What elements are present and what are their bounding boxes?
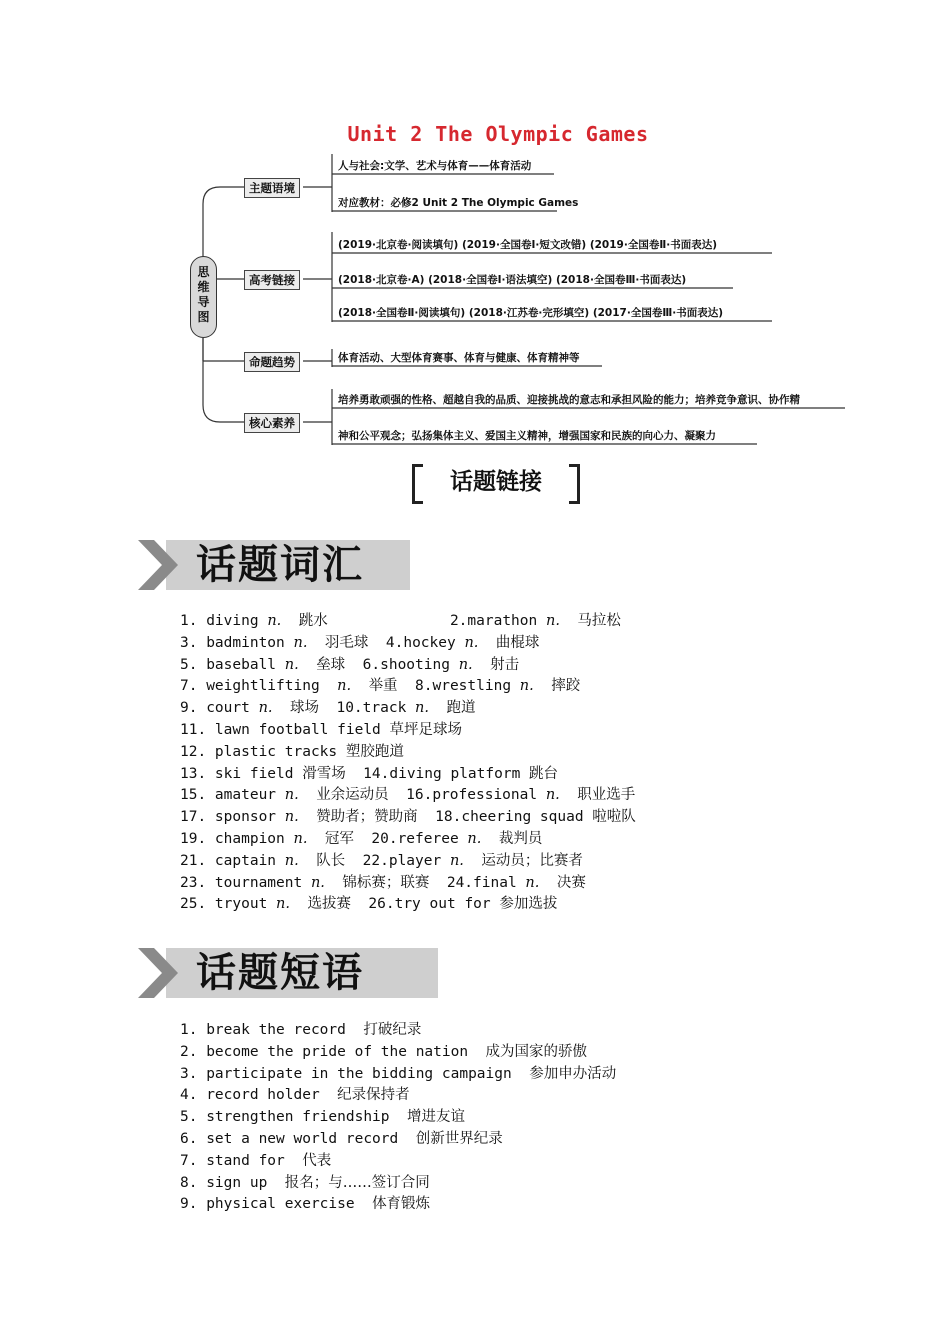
core-line-2: 神和公平观念；弘扬集体主义、爱国主义精神，增强国家和民族的向心力、凝聚力	[338, 430, 716, 442]
part-of-speech: n.	[276, 896, 290, 913]
part-of-speech: n.	[415, 700, 429, 717]
chevron-icon	[138, 948, 178, 998]
english-term	[464, 853, 481, 869]
mindmap-connectors	[0, 0, 950, 460]
exam-line-3: (2018·全国卷Ⅱ·阅读填句) (2018·江苏卷·完形填空) (2017·全国卷Ⅲ·书面表达)	[338, 307, 724, 319]
english-term: 12. plastic tracks	[180, 743, 346, 760]
vocab-row	[180, 873, 636, 895]
phrase-list	[180, 1020, 616, 1216]
chinese-meaning: 参加申办活动	[529, 1065, 617, 1082]
chinese-meaning: 业余运动员	[316, 787, 389, 804]
part-of-speech: n.	[284, 656, 299, 673]
english-term: 18.cheering squad	[417, 809, 593, 826]
chinese-meaning: 垒球	[316, 656, 346, 673]
phrase-row	[180, 1107, 616, 1129]
english-term: 9. court	[180, 700, 259, 717]
vocab-row	[180, 655, 636, 677]
chinese-meaning: 报名；与……签订合同	[284, 1174, 430, 1191]
vocab-row	[180, 894, 636, 916]
english-term	[560, 787, 577, 803]
part-of-speech: n.	[293, 830, 308, 847]
part-of-speech: n.	[310, 874, 325, 891]
chinese-meaning: 代表	[302, 1152, 332, 1169]
english-term: 21. captain	[180, 852, 285, 869]
left-bracket	[412, 464, 423, 504]
part-of-speech: n.	[258, 700, 273, 717]
vocab-row	[180, 720, 636, 742]
topic-link-banner	[412, 464, 580, 500]
chinese-meaning: 跳台	[529, 765, 559, 782]
vocab-list	[180, 611, 636, 916]
chinese-meaning: 滑雪场	[302, 765, 346, 782]
phrase-row	[180, 1020, 616, 1042]
branch-trend-label: 命题趋势	[244, 352, 300, 372]
mindmap-root-label: 思维导图	[197, 265, 210, 324]
right-bracket	[569, 464, 580, 504]
english-term: 24.final	[429, 874, 526, 891]
english-term: 25. tryout	[180, 896, 277, 913]
english-term	[534, 678, 551, 694]
phrases-heading: 话题短语	[196, 950, 364, 996]
english-term: 15. amateur	[180, 787, 285, 804]
english-term: 1. break the record	[180, 1022, 364, 1038]
vocab-row	[180, 742, 636, 764]
english-term	[560, 613, 577, 629]
english-term: 4. record holder	[180, 1087, 338, 1104]
chinese-meaning: 射击	[490, 656, 520, 673]
branch-theme-label: 主题语境	[244, 178, 300, 198]
chinese-meaning: 成为国家的骄傲	[485, 1043, 588, 1060]
english-term: 9. physical exercise	[180, 1196, 373, 1213]
english-term	[307, 635, 324, 651]
vocab-row	[180, 611, 636, 633]
english-term: 2.marathon	[327, 613, 546, 629]
vocab-row	[180, 633, 636, 655]
english-term: 7. weightlifting	[180, 678, 338, 695]
part-of-speech: n.	[267, 613, 282, 629]
vocab-row	[180, 851, 636, 873]
chinese-meaning: 塑胶跑道	[345, 743, 404, 760]
phrase-row	[180, 1151, 616, 1173]
chinese-meaning: 跑道	[446, 700, 476, 717]
part-of-speech: n.	[458, 656, 473, 673]
english-term	[299, 787, 316, 803]
part-of-speech: n.	[545, 613, 560, 629]
part-of-speech: n.	[464, 634, 479, 651]
core-line-1: 培养勇敢顽强的性格、超越自我的品质、迎接挑战的意志和承担风险的能力；培养竞争意识、协作精	[338, 394, 800, 406]
topic-link-label: 话题链接	[450, 469, 542, 495]
vocab-row	[180, 829, 636, 851]
vocab-row	[180, 764, 636, 786]
english-term: 16.professional	[388, 787, 546, 804]
part-of-speech: n.	[284, 787, 299, 804]
chinese-meaning: 增进友谊	[406, 1109, 465, 1126]
english-term: 14.diving platform	[345, 765, 530, 782]
chinese-meaning: 创新世界纪录	[415, 1130, 503, 1147]
chinese-meaning: 啦啦队	[592, 809, 636, 826]
english-term	[299, 657, 316, 673]
english-term: 10.track	[319, 700, 416, 717]
english-term: 8.wrestling	[397, 678, 520, 695]
chevron-icon	[138, 540, 178, 590]
chinese-meaning: 体育锻炼	[372, 1196, 431, 1213]
branch-core-label: 核心素养	[244, 413, 300, 433]
english-term	[351, 678, 368, 694]
english-term: 6.shooting	[345, 656, 459, 673]
part-of-speech: n.	[467, 830, 482, 847]
chinese-meaning: 马拉松	[577, 613, 621, 629]
english-term: 3. participate in the bidding campaign	[180, 1065, 530, 1082]
part-of-speech: n.	[337, 678, 352, 695]
english-term: 6. set a new world record	[180, 1130, 416, 1147]
english-term: 22.player	[345, 852, 450, 869]
english-term: 4.hockey	[368, 634, 465, 651]
phrase-row	[180, 1085, 616, 1107]
english-term: 11. lawn football field	[180, 721, 390, 738]
branch-exam-label: 高考链接	[244, 270, 300, 290]
chinese-meaning: 决赛	[556, 874, 586, 891]
part-of-speech: n.	[519, 678, 534, 695]
vocab-heading: 话题词汇	[196, 542, 364, 588]
english-term	[307, 831, 324, 847]
exam-line-1: (2019·北京卷·阅读填句) (2019·全国卷Ⅰ·短文改错) (2019·全国卷Ⅱ·书面表达)	[338, 239, 718, 251]
chinese-meaning: 职业选手	[577, 787, 636, 804]
vocab-row	[180, 698, 636, 720]
english-term: 3. badminton	[180, 634, 294, 651]
english-term: 20.referee	[353, 830, 468, 847]
chinese-meaning: 羽毛球	[324, 634, 369, 651]
english-term	[429, 700, 446, 716]
vocab-row	[180, 807, 636, 829]
chinese-meaning: 打破纪录	[363, 1022, 422, 1038]
english-term	[473, 657, 490, 673]
part-of-speech: n.	[284, 852, 299, 869]
english-term: 19. champion	[180, 830, 294, 847]
vocab-row	[180, 785, 636, 807]
part-of-speech: n.	[284, 809, 299, 826]
chinese-meaning: 跳水	[298, 613, 328, 629]
chinese-meaning: 运动员；比赛者	[481, 852, 583, 869]
part-of-speech: n.	[293, 634, 308, 651]
english-term: 13. ski field	[180, 765, 303, 782]
chinese-meaning: 纪录保持者	[337, 1087, 410, 1104]
chinese-meaning: 队长	[316, 852, 346, 869]
vocab-row	[180, 676, 636, 698]
english-term	[290, 896, 307, 912]
chinese-meaning: 锦标赛；联赛	[342, 874, 430, 891]
chinese-meaning: 曲棍球	[495, 634, 540, 651]
chinese-meaning: 球场	[290, 700, 319, 717]
exam-line-2: (2018·北京卷·A) (2018·全国卷Ⅰ·语法填空) (2018·全国卷Ⅲ·书面表达)	[338, 274, 687, 286]
english-term: 2. become the pride of the nation	[180, 1043, 486, 1060]
english-term	[299, 809, 316, 825]
english-term	[281, 613, 298, 629]
chinese-meaning: 冠军	[324, 830, 354, 847]
english-term: 26.try out for	[350, 896, 500, 913]
chinese-meaning: 草坪足球场	[389, 721, 463, 738]
english-term	[481, 831, 498, 847]
trend-line-1: 体育活动、大型体育赛事、体育与健康、体育精神等	[338, 352, 580, 364]
chinese-meaning: 选拔赛	[307, 896, 351, 913]
english-term: 5. strengthen friendship	[180, 1109, 407, 1126]
english-term	[273, 700, 290, 716]
english-term	[539, 875, 556, 891]
chinese-meaning: 举重	[368, 678, 398, 695]
english-term	[325, 875, 342, 891]
english-term: 17. sponsor	[180, 809, 285, 826]
theme-line-1: 人与社会:文学、艺术与体育——体育活动	[338, 160, 532, 172]
english-term: 7. stand for	[180, 1152, 303, 1169]
chinese-meaning: 赞助者；赞助商	[316, 809, 418, 826]
phrase-row	[180, 1064, 616, 1086]
phrase-row	[180, 1042, 616, 1064]
english-term: 23. tournament	[180, 874, 311, 891]
part-of-speech: n.	[545, 787, 560, 804]
mindmap-root	[190, 256, 217, 338]
phrase-row	[180, 1129, 616, 1151]
part-of-speech: n.	[449, 852, 464, 869]
page-title: Unit 2 The Olympic Games	[347, 122, 649, 146]
phrases-section-header	[138, 948, 438, 998]
vocab-section-header	[138, 540, 410, 590]
english-term	[299, 853, 316, 869]
chinese-meaning: 摔跤	[551, 678, 581, 695]
part-of-speech: n.	[525, 874, 540, 891]
english-term: 8. sign up	[180, 1174, 285, 1191]
chinese-meaning: 参加选拔	[499, 896, 558, 913]
phrase-row	[180, 1173, 616, 1195]
theme-line-2: 对应教材：必修2 Unit 2 The Olympic Games	[338, 197, 579, 209]
chinese-meaning: 裁判员	[498, 830, 543, 847]
english-term: 1. diving	[180, 613, 268, 629]
english-term: 5. baseball	[180, 656, 285, 673]
phrase-row	[180, 1194, 616, 1216]
english-term	[478, 635, 495, 651]
